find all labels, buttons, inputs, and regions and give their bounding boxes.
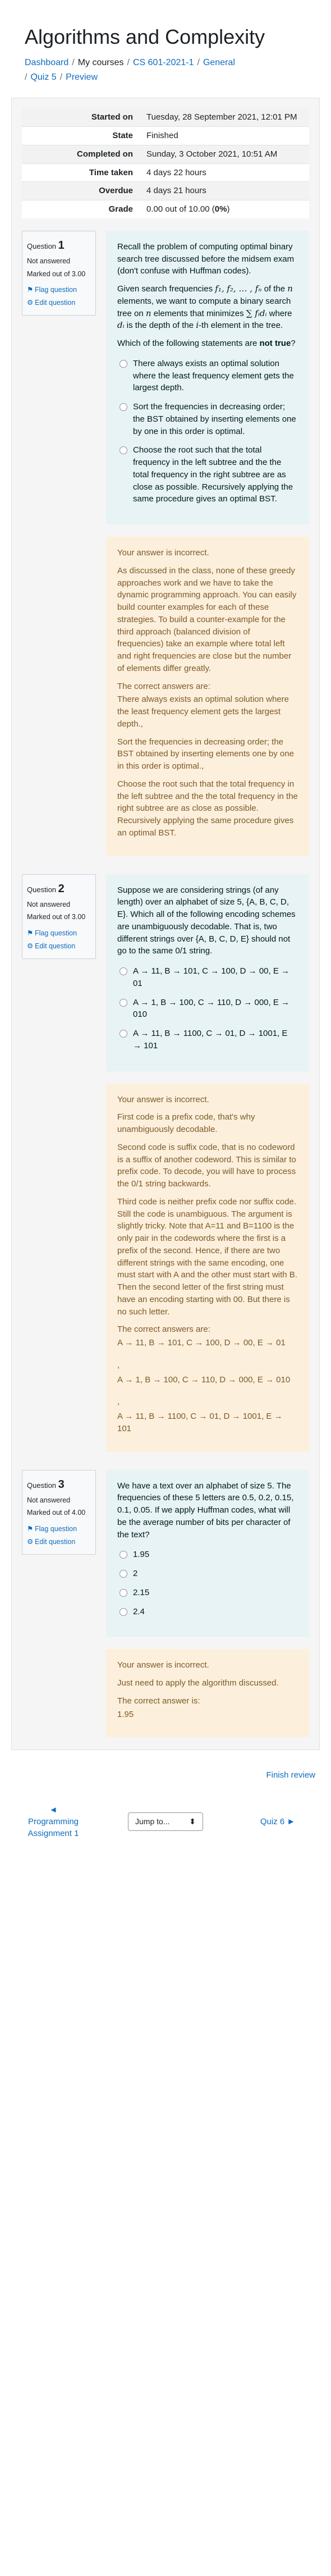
radio-button[interactable]: [119, 1551, 127, 1559]
question-3: [22, 1470, 309, 1738]
summary-label: Time taken: [22, 163, 140, 182]
previous-activity-link[interactable]: [11, 1804, 95, 1839]
feedback-result: Your answer is incorrect.: [117, 1660, 209, 1670]
edit-label: Edit question: [35, 942, 76, 950]
summary-label: Completed on: [22, 145, 140, 163]
question-number-value: 1: [58, 239, 65, 252]
radio-button[interactable]: [119, 1570, 127, 1578]
previous-activity-label: Programming Assignment 1: [27, 1817, 79, 1839]
math: n: [287, 284, 293, 294]
gear-icon: ⚙: [27, 942, 34, 950]
summary-value: 4 days 22 hours: [140, 163, 309, 182]
question-label: Question: [27, 241, 57, 250]
question-info: [22, 231, 96, 316]
question-formulation: [106, 1470, 309, 1637]
breadcrumb-separator: /: [197, 58, 200, 68]
right-answer-label: The correct answers are:: [117, 1324, 210, 1335]
grade-close: ): [227, 204, 230, 214]
general-feedback: First code is a prefix code, that's why unambiguously decodable.: [117, 1112, 255, 1135]
answer-option[interactable]: [117, 965, 298, 990]
question-feedback: [106, 1084, 309, 1452]
option-label: There always exists an optimal solution where the least frequency element gets the largest depth.: [133, 358, 294, 393]
edit-label: Edit question: [35, 1537, 76, 1546]
question-formulation: [106, 874, 309, 1071]
answer-options: [117, 358, 298, 505]
summary-label: Overdue: [22, 182, 140, 200]
flag-question-link[interactable]: [27, 928, 91, 939]
summary-value: Tuesday, 28 September 2021, 12:01 PM: [146, 112, 297, 122]
summary-value: Finished: [140, 127, 309, 145]
flag-icon: ⚑: [27, 929, 34, 938]
breadcrumb-dashboard[interactable]: Dashboard: [25, 58, 69, 68]
activity-navigation: [11, 1804, 320, 1839]
breadcrumb-separator: /: [59, 72, 63, 82]
option-label: 2: [133, 1569, 138, 1579]
question-number: [27, 880, 91, 897]
right-answer: Sort the frequencies in decreasing order; the BST obtained by inserting elements one by one in this order is optimal.,: [117, 737, 294, 771]
question-number: [27, 237, 91, 254]
answer-option[interactable]: [117, 1568, 298, 1580]
breadcrumb-preview[interactable]: Preview: [66, 72, 98, 82]
question-text: [117, 283, 298, 332]
question-feedback: [106, 1649, 309, 1737]
answer-option[interactable]: [117, 997, 298, 1021]
question-text: Recall the problem of computing optimal binary search tree discussed before the midsem exam (don't confuse with Huffman codes).: [117, 241, 295, 276]
summary-row: [22, 145, 309, 163]
review-region: [11, 98, 320, 1750]
jump-to-select[interactable]: [128, 1812, 203, 1830]
general-feedback: Third code is neither prefix code nor suffix code. Still the code is unambiguous. The argument is slightly tricky. Note that A=11 and B=1100 is the only pair in the codewords where the first is a prefix of the second. Hence, if there are two different strings with the same encoding, one must start with A and the other must start with B. Then the second letter of the first string must have an encoding starting with 00. But there is no such letter.: [117, 1196, 297, 1317]
answer-options: [117, 965, 298, 1052]
question-state: Not answered: [27, 257, 71, 265]
question-state: Not answered: [27, 1496, 71, 1504]
grade-value: 0.00 out of 10.00 (: [146, 204, 215, 214]
right-answer: Choose the root such that the total frequency in the left subtree and the the total frequency in the right subtree are as close as possible. Recursively applying the same procedure gives an optimal BST.: [117, 779, 298, 838]
answer-option[interactable]: [117, 1606, 298, 1618]
summary-label: Started on: [91, 112, 133, 122]
summary-row: [22, 108, 309, 126]
flag-label: Flag question: [35, 1525, 77, 1533]
general-feedback: Just need to apply the algorithm discussed.: [117, 1678, 279, 1688]
checkbox[interactable]: [119, 1030, 127, 1038]
breadcrumb-separator: /: [72, 58, 75, 68]
right-answer-separator: ,: [117, 1397, 120, 1407]
option-label: A → 11, B → 101, C → 100, D → 00, E → 01: [133, 966, 290, 988]
feedback-result: Your answer is incorrect.: [117, 548, 209, 558]
question-prompt: [117, 337, 298, 350]
math: n: [145, 308, 151, 318]
summary-row: [22, 163, 309, 182]
general-feedback: Second code is suffix code, that is no codeword is a suffix of another codeword. This is similar to prefix code. To decode, you will have to process the 0/1 string backwards.: [117, 1142, 296, 1189]
question-number-value: 3: [58, 1478, 65, 1491]
flag-label: Flag question: [35, 929, 77, 938]
option-label: Choose the root such that the total frequency in the left subtree and the the total frequency in the right subtree are as close as possible. Recursively applying the same procedure gives an optimal BST.: [133, 445, 293, 504]
math: f₁, f₂, … , fₙ: [215, 284, 262, 294]
summary-row: [22, 182, 309, 200]
text: where: [269, 308, 292, 318]
right-answer-label: The correct answer is:: [117, 1696, 200, 1706]
finish-review-link[interactable]: [11, 1769, 320, 1782]
answer-option[interactable]: [117, 1587, 298, 1599]
grade-percent: 0%: [214, 204, 227, 214]
question-formulation: [106, 231, 309, 524]
page-header: [0, 0, 331, 84]
feedback-result: Your answer is incorrect.: [117, 1094, 209, 1104]
question-content: [106, 231, 309, 856]
option-label: A → 11, B → 1100, C → 01, D → 1001, E → 101: [133, 1029, 288, 1051]
right-answer: There always exists an optimal solution where the least frequency element gets the largest depth.,: [117, 695, 289, 729]
question-grade: Marked out of 4.00: [27, 1509, 86, 1517]
attempt-summary-table: [22, 108, 309, 218]
text: -th element in the tree.: [199, 321, 283, 331]
option-label: A → 1, B → 100, C → 110, D → 000, E → 010: [133, 997, 290, 1020]
review-navigation: [11, 1769, 320, 1839]
answer-option[interactable]: [117, 401, 298, 437]
question-content: [106, 1470, 309, 1738]
right-answer-separator: ,: [117, 1360, 120, 1370]
caret-updown-icon: ⬍: [189, 1817, 196, 1826]
text: Which of the following statements are: [117, 339, 258, 349]
math: i: [196, 320, 199, 331]
text: Given search frequencies: [117, 284, 213, 294]
question-grade: Marked out of 3.00: [27, 270, 86, 278]
right-answer: A → 1, B → 100, C → 110, D → 000, E → 010: [117, 1374, 291, 1385]
text: ?: [291, 339, 296, 349]
flag-question-link[interactable]: [27, 1524, 91, 1534]
edit-question-link[interactable]: [27, 941, 91, 952]
question-text: Suppose we are considering strings (of any length) over an alphabet of size 5, {A, B, C, D, E}. Which all of the following encoding schemes are unambiguously decodable. That is, two different strings over {A, B, C, D, E} should not go to the same 0/1 string.: [117, 885, 296, 956]
summary-label: State: [22, 127, 140, 145]
option-label: 2.15: [133, 1587, 150, 1597]
edit-question-link[interactable]: [27, 298, 91, 308]
course-title: Algorithms and Complexity: [25, 25, 265, 48]
flag-icon: ⚑: [27, 1525, 34, 1533]
checkbox[interactable]: [119, 360, 127, 368]
summary-row: [22, 127, 309, 145]
question-info: [22, 1470, 96, 1555]
flag-question-link[interactable]: [27, 285, 91, 295]
math: dᵢ: [117, 320, 125, 331]
edit-question-link[interactable]: [27, 1537, 91, 1547]
question-number-value: 2: [58, 882, 65, 895]
question-label: Question: [27, 1481, 57, 1490]
answer-option[interactable]: [117, 358, 298, 394]
edit-label: Edit question: [35, 299, 76, 307]
text: is the depth of the: [126, 321, 194, 331]
right-answer: 1.95: [117, 1709, 134, 1719]
general-feedback: As discussed in the class, none of these greedy approaches work and we have to take the dynamic programming approach. You can easily build counter examples for each of these strategies. To build a counter-example for the third approach (balanced division of frequencies) take an example where total left and right frequencies are close but the number of elements differ greatly.: [117, 565, 297, 673]
math: ∑ fᵢdᵢ: [246, 308, 267, 318]
breadcrumb-separator: /: [127, 58, 130, 68]
breadcrumb: [25, 56, 306, 84]
right-answer: A → 11, B → 1100, C → 01, D → 1001, E → 101: [117, 1412, 283, 1433]
radio-button[interactable]: [119, 1608, 127, 1616]
right-answer: A → 11, B → 101, C → 100, D → 00, E → 01: [117, 1338, 286, 1348]
answer-option[interactable]: [117, 1549, 298, 1561]
breadcrumb-general[interactable]: General: [203, 58, 235, 68]
summary-value: [140, 200, 309, 218]
summary-label: Grade: [22, 200, 140, 218]
option-label: Sort the frequencies in decreasing order; the BST obtained by inserting elements one by one in this order is optimal.: [133, 402, 296, 436]
jump-to-label: Jump to...: [135, 1817, 170, 1826]
answer-options: [117, 1549, 298, 1618]
chevron-left-icon: ◄: [49, 1805, 58, 1815]
text: not true: [259, 339, 291, 349]
option-label: 2.4: [133, 1606, 145, 1616]
radio-button[interactable]: [119, 1589, 127, 1597]
breadcrumb-my-courses: My courses: [77, 58, 124, 68]
flag-label: Flag question: [35, 286, 77, 294]
question-2: [22, 874, 309, 1452]
question-label: Question: [27, 885, 57, 894]
question-info: [22, 874, 96, 959]
finish-review-label: Finish review: [266, 1770, 315, 1780]
checkbox[interactable]: [119, 967, 127, 975]
question-state: Not answered: [27, 900, 71, 908]
question-grade: Marked out of 3.00: [27, 913, 86, 921]
next-activity-label: Quiz 6 ►: [260, 1816, 296, 1826]
gear-icon: ⚙: [27, 299, 34, 307]
text: of the: [264, 284, 286, 294]
question-text: We have a text over an alphabet of size 5. The frequencies of these 5 letters are 0.5, 0.2, 0.15, 0.1, 0.05. If we apply Huffman codes, what will be the average number of bits per character of the text?: [117, 1481, 294, 1540]
next-activity-link[interactable]: [236, 1816, 320, 1828]
text: elements, we want to compute a binary search tree on: [117, 296, 291, 318]
breadcrumb-course[interactable]: CS 601-2021-1: [132, 58, 194, 68]
question-1: [22, 231, 309, 856]
gear-icon: ⚙: [27, 1537, 34, 1546]
checkbox[interactable]: [119, 999, 127, 1007]
text: elements that minimizes: [153, 308, 244, 318]
right-answer-label: The correct answers are:: [117, 681, 210, 691]
answer-option[interactable]: [117, 444, 298, 505]
breadcrumb-quiz[interactable]: Quiz 5: [30, 72, 57, 82]
summary-value: Sunday, 3 October 2021, 10:51 AM: [140, 145, 309, 163]
summary-value: 4 days 21 hours: [140, 182, 309, 200]
checkbox[interactable]: [119, 403, 127, 411]
option-label: 1.95: [133, 1550, 150, 1560]
question-number: [27, 1476, 91, 1493]
checkbox[interactable]: [119, 446, 127, 454]
answer-option[interactable]: [117, 1027, 298, 1052]
flag-icon: ⚑: [27, 286, 34, 294]
breadcrumb-separator: /: [25, 72, 27, 82]
summary-row: [22, 200, 309, 218]
question-content: [106, 874, 309, 1452]
question-feedback: [106, 537, 309, 856]
